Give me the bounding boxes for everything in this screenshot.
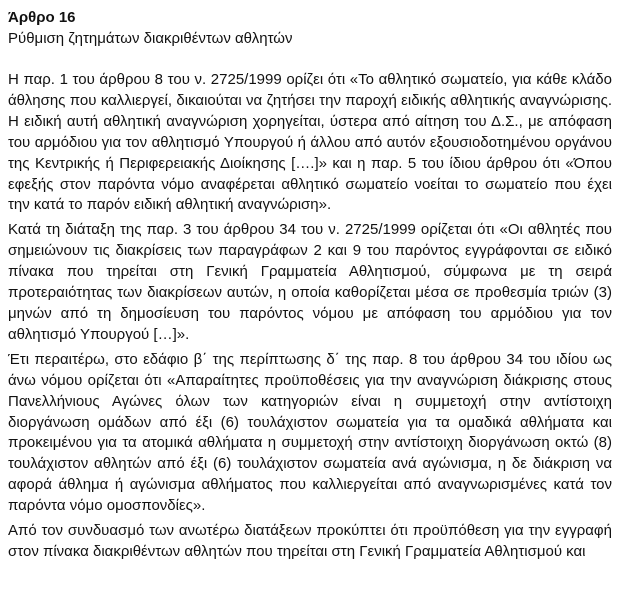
paragraph-conclusion: Από τον συνδυασμό των ανωτέρω διατάξεων προκύπτει ότι προϋπόθεση για την εγγραφή στον πίνακα διακριθέντων αθλητών που τηρείται στη Γενική Γραμματεία Αθλητισμού και (8, 522, 612, 560)
paragraph-law-2725-art34-par3: Κατά τη διάταξη της παρ. 3 του άρθρου 34 του ν. 2725/1999 ορίζεται ότι «Οι αθλητές που σημειώνουν τις διακρίσεις των παραγράφων 2 και 9 του παρόντος εγγράφονται σε ειδικό πίνακα που τηρείται στη Γενική Γραμματεία Αθλητισμού, σύμφωνα με τη σειρά προτεραιότητας των διακρίσεων αυτών, η οποία καθορίζεται μέσα σε προθεσμία τριών (3) μηνών από τη δημοσίευση του παρόντος νόμου με απόφαση του αρμόδιου για τον αθλητισμό Υπουργού […]». (8, 221, 612, 343)
article-title: Άρθρο 16 (8, 9, 76, 26)
article-subtitle: Ρύθμιση ζητημάτων διακριθέντων αθλητών (8, 30, 293, 47)
paragraph-law-2725-art34-par8: Έτι περαιτέρω, στο εδάφιο β΄ της περίπτωσης δ΄ της παρ. 8 του άρθρου 34 του ιδίου ως άνω νόμου ορίζεται ότι «Απαραίτητες προϋποθέσεις για την αναγνώριση διάκρισης στους Πανελλήνιους Αγώνες όλων των κατηγοριών είναι η συμμετοχή στην αντίστοιχη διοργάνωση ομάδων από έξι (6) τουλάχιστον σωματεία για τα ομαδικά αθλήματα και προκειμένου για τα ατομικά αθλήματα η συμμετοχή στην αντίστοιχη διοργάνωση οκτώ (8) τουλάχιστον αθλητών από έξι (6) τουλάχιστον σωματεία ανά αγώνισμα, η δε διάκριση να αφορά άθλημα ή αγώνισμα αθλήματος που καλλιεργείται από αναγνωρισμένες κατά τον παρόντα νόμο ομοσπονδίες». (8, 350, 612, 515)
paragraph-law-2725-art8: Η παρ. 1 του άρθρου 8 του ν. 2725/1999 ορίζει ότι «Το αθλητικό σωματείο, για κάθε κλάδο άθλησης που καλλιεργεί, δικαιούται να ζητήσει την παροχή ειδικής αθλητικής αναγνώρισης. Η ειδική αυτή αθλητική αναγνώριση χορηγείται, ύστερα από αίτηση του Δ.Σ., με απόφαση του αρμόδιου για τον αθλητισμό Υπουργού ή άλλου από αυτόν εξουσιοδοτημένου οργάνου της Κεντρικής ή Περιφερειακής Διοίκησης [….]» και η παρ. 5 του ίδιου άρθρου ότι «Όπου εφεξής στον παρόντα νόμο αναφέρεται αθλητικό σωματείο νοείται το σωματείο που έχει την κατά το παρόν ειδική αθλητική αναγνώριση». (8, 71, 612, 214)
article-body (8, 70, 612, 567)
